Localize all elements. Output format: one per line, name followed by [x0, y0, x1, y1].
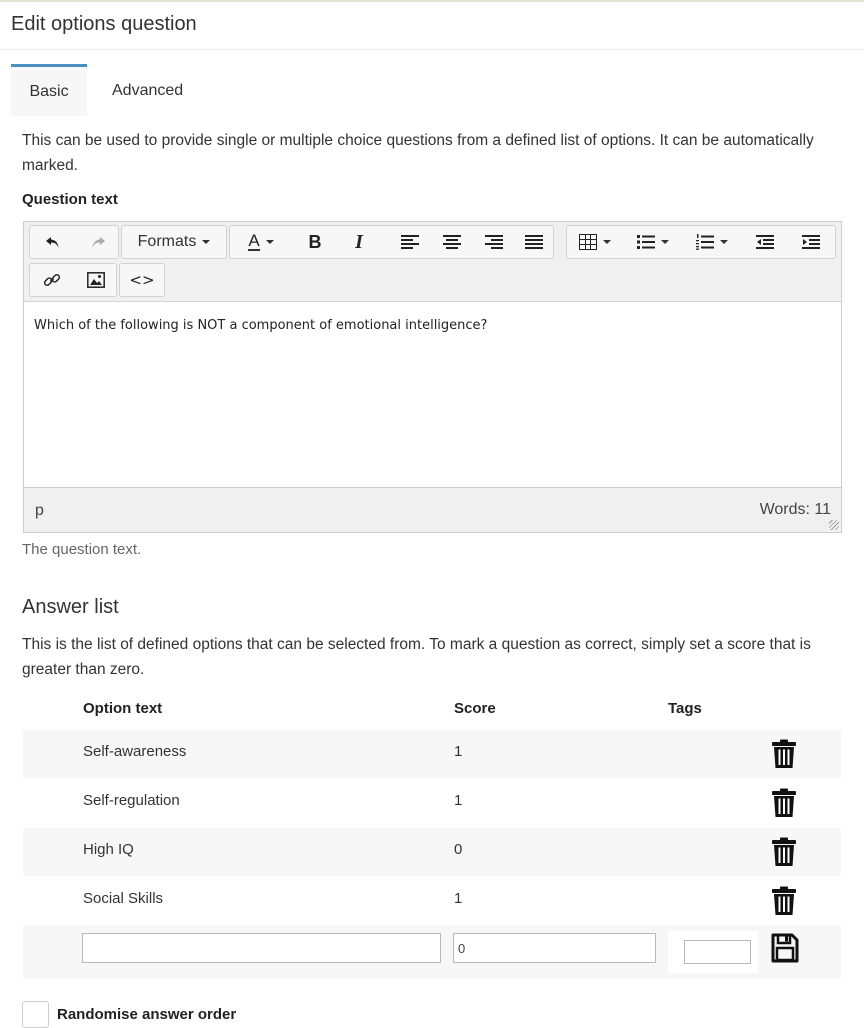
option-score: 0	[454, 841, 463, 858]
source-code-icon[interactable]: <>	[129, 271, 155, 289]
chevron-down-icon	[202, 240, 210, 244]
outdent-icon[interactable]	[743, 226, 787, 258]
question-text-label: Question text	[22, 191, 118, 208]
editor-statusbar	[24, 487, 841, 532]
numbered-list-icon[interactable]	[683, 226, 741, 258]
table-row	[23, 877, 841, 925]
table-icon[interactable]	[567, 226, 623, 258]
formats-label: Formats	[137, 233, 197, 250]
option-score: 1	[454, 890, 463, 907]
editor-toolbar	[24, 222, 841, 302]
chevron-down-icon	[603, 240, 611, 244]
word-count: Words: 11	[759, 501, 831, 518]
column-header-score: Score	[454, 700, 496, 717]
column-header-tags: Tags	[668, 700, 702, 717]
table-row	[23, 779, 841, 827]
tab-bar	[11, 64, 841, 116]
delete-icon[interactable]	[771, 886, 797, 921]
page-title: Edit options question	[11, 13, 197, 35]
format-group	[229, 225, 554, 259]
option-text: Self-awareness	[83, 743, 187, 760]
element-path[interactable]: p	[35, 502, 44, 519]
save-icon[interactable]	[771, 933, 799, 968]
history-group	[29, 225, 119, 259]
option-text: Social Skills	[83, 890, 164, 907]
option-text: High IQ	[83, 841, 134, 858]
table-row	[23, 730, 841, 778]
media-group	[29, 263, 117, 297]
page-header	[0, 2, 864, 50]
formats-dropdown[interactable]	[121, 225, 227, 259]
tab-basic[interactable]: Basic	[11, 64, 87, 116]
code-group	[119, 263, 165, 297]
question-help-text: The question text.	[22, 541, 142, 558]
bold-icon[interactable]: B	[308, 231, 322, 252]
delete-icon[interactable]	[771, 837, 797, 872]
align-right-icon[interactable]	[474, 226, 514, 258]
tab-advanced[interactable]: Advanced	[112, 82, 184, 99]
bullet-list-icon[interactable]	[625, 226, 681, 258]
new-score-input[interactable]	[453, 933, 656, 963]
undo-icon[interactable]	[30, 226, 75, 258]
align-center-icon[interactable]	[432, 226, 472, 258]
redo-icon[interactable]	[75, 226, 120, 258]
chevron-down-icon	[661, 240, 669, 244]
image-icon[interactable]	[74, 264, 118, 296]
chevron-down-icon	[720, 240, 728, 244]
align-left-icon[interactable]	[390, 226, 430, 258]
option-text: Self-regulation	[83, 792, 180, 809]
option-score: 1	[454, 743, 463, 760]
align-justify-icon[interactable]	[514, 226, 554, 258]
link-icon[interactable]	[30, 264, 74, 296]
delete-icon[interactable]	[771, 788, 797, 823]
new-tags-input[interactable]	[684, 940, 751, 964]
delete-icon[interactable]	[771, 739, 797, 774]
intro-text: This can be used to provide single or multiple choice questions from a defined list of options. It can be automatically marked.	[22, 132, 814, 174]
randomise-label: Randomise answer order	[57, 1006, 237, 1023]
resize-handle-icon[interactable]	[829, 520, 839, 530]
insert-group	[566, 225, 836, 259]
tags-container	[668, 931, 758, 973]
table-row	[23, 828, 841, 876]
column-header-option: Option text	[83, 700, 163, 717]
answer-list-description: This is the list of defined options that can be selected from. To mark a question as correct, simply set a score that is greater than zero.	[22, 636, 811, 678]
indent-icon[interactable]	[789, 226, 833, 258]
rich-text-editor	[23, 221, 842, 533]
answer-list-title: Answer list	[22, 596, 119, 618]
option-score: 1	[454, 792, 463, 809]
new-answer-row	[23, 925, 841, 979]
editor-content[interactable]: Which of the following is NOT a component of emotional intelligence?	[34, 318, 488, 333]
text-color-icon[interactable]: A	[230, 226, 292, 258]
chevron-down-icon	[266, 240, 274, 244]
italic-icon[interactable]: I	[355, 230, 363, 253]
new-option-input[interactable]	[82, 933, 441, 963]
